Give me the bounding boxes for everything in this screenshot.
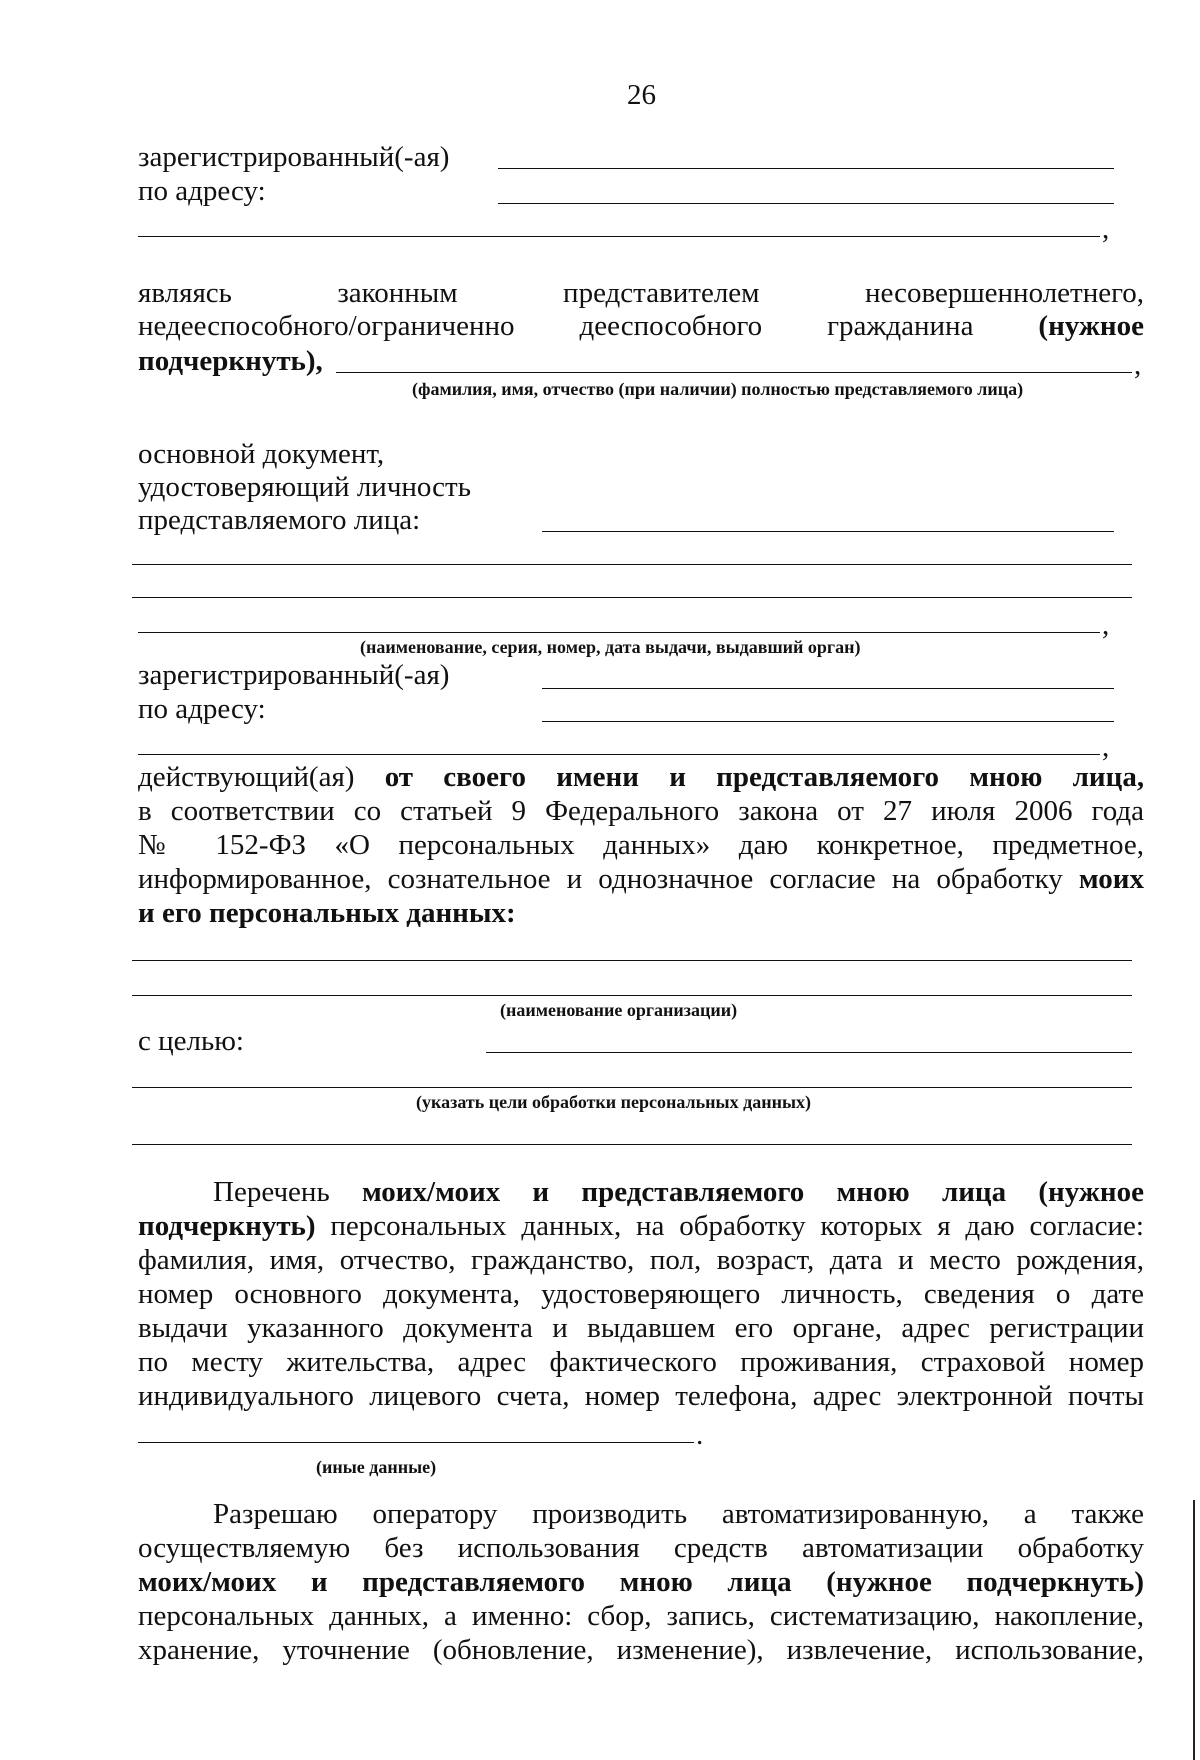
address-field-line[interactable] <box>498 168 1114 169</box>
address-field-line[interactable] <box>138 754 1100 755</box>
address-field-line[interactable] <box>542 721 1114 722</box>
document-label: представляемого лица: <box>138 504 421 536</box>
representative-line: являясь законным представителем несовершеннолетнего, <box>138 277 1144 309</box>
purpose-field-line[interactable] <box>486 1052 1132 1053</box>
list-line: Перечень моих/моих и представляемого мною лица (нужное <box>213 1176 1144 1208</box>
document-field-line[interactable] <box>132 564 1132 565</box>
document-field-line[interactable] <box>132 597 1132 598</box>
organization-caption: (наименование организации) <box>500 1000 738 1020</box>
list-line: выдачи указанного документа и выдавшем его органе, адрес регистрации <box>138 1312 1144 1344</box>
other-data-caption: (иные данные) <box>316 1457 437 1477</box>
purpose-field-line[interactable] <box>132 1087 1132 1088</box>
document-label: основной документ, <box>138 438 385 470</box>
address-field-line[interactable] <box>498 203 1114 204</box>
comma: , <box>1134 349 1142 381</box>
scan-edge <box>1193 1500 1195 1760</box>
address-label: по адресу: <box>138 693 266 725</box>
consent-line: информированное, сознательное и однозначное согласие на обработку моих <box>138 863 1144 895</box>
address-field-line[interactable] <box>542 688 1114 689</box>
period: . <box>696 1419 704 1451</box>
purpose-field-line[interactable] <box>132 1144 1132 1145</box>
document-field-line[interactable] <box>138 632 1100 633</box>
address-label: по адресу: <box>138 175 266 207</box>
purpose-caption: (указать цели обработки персональных данных) <box>416 1092 811 1112</box>
registered-label: зарегистрированный(-ая) <box>138 141 450 173</box>
consent-line: в соответствии со статьей 9 Федерального закона от 27 июля 2006 года <box>138 795 1144 827</box>
organization-field-line[interactable] <box>132 960 1132 961</box>
name-caption: (фамилия, имя, отчество (при наличии) полностью представляемого лица) <box>412 379 1024 399</box>
representative-name-field[interactable] <box>336 372 1132 373</box>
comma: , <box>1102 609 1110 641</box>
document-caption: (наименование, серия, номер, дата выдачи, выдавший орган) <box>360 637 861 657</box>
registered-label: зарегистрированный(-ая) <box>138 659 450 691</box>
permission-line: осуществляемую без использования средств автоматизации обработку <box>138 1532 1144 1564</box>
permission-line: хранение, уточнение (обновление, изменение), извлечение, использование, <box>138 1634 1144 1666</box>
list-line: подчеркнуть) персональных данных, на обработку которых я даю согласие: <box>138 1210 1144 1242</box>
list-line: по месту жительства, адрес фактического проживания, страховой номер <box>138 1346 1144 1378</box>
other-data-field-line[interactable] <box>138 1442 694 1443</box>
consent-line: и его персональных данных: <box>138 897 516 929</box>
consent-line: действующий(ая) от своего имени и представляемого мною лица, <box>138 761 1144 793</box>
page-number: 26 <box>627 79 656 111</box>
comma: , <box>1102 213 1110 245</box>
document-label: удостоверяющий личность <box>138 471 471 503</box>
permission-line: Разрешаю оператору производить автоматизированную, а также <box>213 1498 1144 1530</box>
organization-field-line[interactable] <box>132 995 1132 996</box>
list-line: фамилия, имя, отчество, гражданство, пол, возраст, дата и место рождения, <box>138 1244 1144 1276</box>
list-line: индивидуального лицевого счета, номер телефона, адрес электронной почты <box>138 1380 1144 1412</box>
address-field-line[interactable] <box>138 236 1100 237</box>
document-field-line[interactable] <box>542 531 1114 532</box>
permission-line: персональных данных, а именно: сбор, запись, систематизацию, накопление, <box>138 1600 1144 1632</box>
comma: , <box>1102 731 1110 763</box>
purpose-label: с целью: <box>138 1025 244 1057</box>
permission-line: моих/моих и представляемого мною лица (нужное подчеркнуть) <box>138 1566 1144 1598</box>
representative-line: недееспособного/ограниченно дееспособного гражданина (нужное <box>138 310 1144 342</box>
list-line: номер основного документа, удостоверяющего личность, сведения о дате <box>138 1278 1144 1310</box>
consent-line: № 152-ФЗ «О персональных данных» даю конкретное, предметное, <box>138 829 1144 861</box>
underline-note: подчеркнуть), <box>138 345 323 377</box>
